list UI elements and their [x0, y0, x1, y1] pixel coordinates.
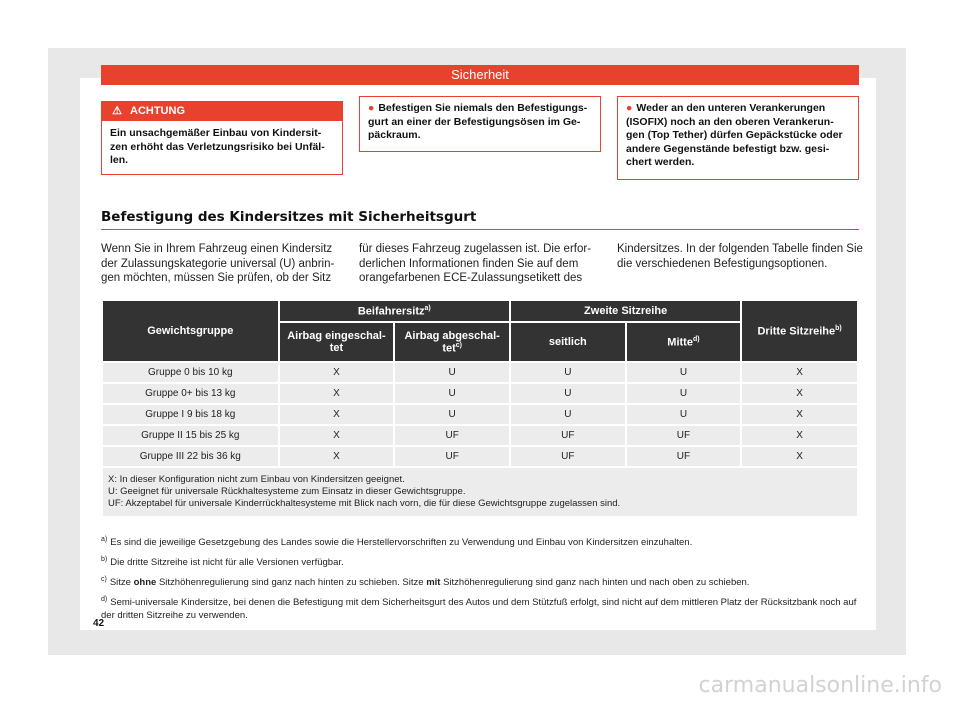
table-row	[102, 425, 858, 446]
header-middle: Mitte$^{d)}$	[626, 322, 742, 362]
section-title: Befestigung des Kindersitzes mit Sicherheitsgurt	[101, 209, 859, 230]
warning-header	[102, 102, 342, 121]
warning-triangle-icon: ⚠	[112, 105, 122, 117]
weight-group-cell: Gruppe 0 bis 10 kg	[102, 362, 279, 383]
table-cell: U	[510, 383, 626, 404]
table-cell: U	[510, 362, 626, 383]
table-cell: X	[279, 404, 395, 425]
weight-group-cell: Gruppe II 15 bis 25 kg	[102, 425, 279, 446]
note-text-luggage: Befestigen Sie niemals den Befestigungs-gurt an einer der Befestigungsösen im Ge-päckraum.	[368, 102, 588, 141]
table-cell: X	[741, 446, 858, 467]
bullet-dot-icon: ●	[626, 102, 633, 114]
header-weight-group: Gewichtsgruppe	[102, 300, 279, 362]
table-cell: UF	[394, 446, 510, 467]
table-cell: X	[279, 362, 395, 383]
bullet-dot-icon: ●	[368, 102, 375, 114]
table-cell: UF	[510, 446, 626, 467]
watermark-link[interactable]: carmanualsonline.info	[698, 673, 942, 698]
header-passenger-seat: Beifahrersitz$^{a)}$	[279, 300, 510, 322]
header-airbag-on: Airbag eingeschal-tet	[279, 322, 395, 362]
header-side: seitlich	[510, 322, 626, 362]
header-third-row: Dritte Sitzreihe$^{b)}$	[741, 300, 858, 362]
table-cell: U	[394, 404, 510, 425]
table-cell: X	[741, 425, 858, 446]
warning-label: ACHTUNG	[130, 105, 185, 117]
legend-row	[102, 467, 858, 517]
table-cell: X	[279, 446, 395, 467]
table-cell: X	[741, 362, 858, 383]
note-text-isofix: Weder an den unteren Verankerungen (ISOFIX) noch an den oberen Verankerun-gen (Top Tether) dürfen Gepäckstücke oder andere Gegenstände befestigt bzw. gesi-chert werden.	[626, 102, 843, 168]
header-airbag-off: Airbag abgeschal-tet$^{c)}$	[394, 322, 510, 362]
note-text	[360, 97, 600, 149]
table-cell: U	[394, 362, 510, 383]
intro-column-2: für dieses Fahrzeug zugelassen ist. Die erfor-derlichen Informationen finden Sie auf dem orangefarbenen ECE-Zulassungsetikett des	[359, 243, 592, 284]
footnote-c: $^{c)}$ Sitze ohne Sitzhöhenregulierung sind ganz nach hinten zu schieben. Sitze mit Sitzhöhenregulierung sind ganz nach hinten und nach oben zu schieben.	[101, 576, 750, 589]
weight-group-cell: Gruppe 0+ bis 13 kg	[102, 383, 279, 404]
legend-u: U: Geeignet für universale Rückhaltesysteme zum Einsatz in dieser Gewichtsgruppe.	[108, 486, 466, 497]
note-box-isofix	[617, 96, 859, 180]
weight-group-cell: Gruppe I 9 bis 18 kg	[102, 404, 279, 425]
chapter-header: Sicherheit	[101, 65, 859, 85]
table-cell: UF	[510, 425, 626, 446]
header-second-row: Zweite Sitzreihe	[510, 300, 741, 322]
page-number: 42	[93, 618, 105, 629]
table-cell: UF	[394, 425, 510, 446]
legend-x: X: In dieser Konfiguration nicht zum Einbau von Kindersitzen geeignet.	[108, 474, 405, 485]
table-row	[102, 362, 858, 383]
table-cell: U	[626, 383, 742, 404]
table-cell: U	[510, 404, 626, 425]
table-cell: X	[741, 404, 858, 425]
table-cell: UF	[626, 425, 742, 446]
table-cell: U	[394, 383, 510, 404]
intro-column-1: Wenn Sie in Ihrem Fahrzeug einen Kindersitz der Zulassungskategorie universal (U) anbrin-gen möchten, müssen Sie prüfen, ob der Sitz	[101, 243, 335, 284]
table-cell: U	[626, 404, 742, 425]
intro-column-3: Kindersitzes. In der folgenden Tabelle finden Sie die verschiedenen Befestigungsoptionen.	[617, 243, 863, 270]
footnotes	[101, 534, 859, 627]
table-cell: U	[626, 362, 742, 383]
table-cell: X	[741, 383, 858, 404]
note-text	[618, 97, 858, 176]
legend-uf: UF: Akzeptabel für universale Kinderrückhaltesysteme mit Blick nach vorn, die für diese Gewichtsgruppe zugelassen sind.	[108, 498, 621, 509]
child-seat-table	[101, 299, 859, 518]
footnote-d: $^{d)}$ Semi-universale Kindersitze, bei denen die Befestigung mit dem Sicherheitsgurt des Autos und dem Stützfuß erfolgt, sind nicht auf dem mittleren Platz der Rücksitzbank noch auf der dritten Sitzreihe zu verwenden.	[101, 596, 857, 621]
table-cell: UF	[626, 446, 742, 467]
weight-group-cell: Gruppe III 22 bis 36 kg	[102, 446, 279, 467]
table-row	[102, 404, 858, 425]
table-cell: X	[279, 383, 395, 404]
warning-text: Ein unsachgemäßer Einbau von Kindersit-zen erhöht das Verletzungsrisiko bei Unfäl-len.	[110, 127, 325, 166]
footnote-a: $^{a)}$ Es sind die jeweilige Gesetzgebung des Landes sowie die Herstellervorschriften zu Verwendung und Einbau von Kindersitzen einzuhalten.	[101, 536, 693, 549]
table-cell: X	[279, 425, 395, 446]
footnote-b: $^{b)}$ Die dritte Sitzreihe ist nicht für alle Versionen verfügbar.	[101, 556, 344, 569]
table-legend	[102, 467, 858, 517]
table-row	[102, 383, 858, 404]
note-box-luggage	[359, 96, 601, 152]
warning-box	[101, 101, 343, 175]
table-row	[102, 446, 858, 467]
